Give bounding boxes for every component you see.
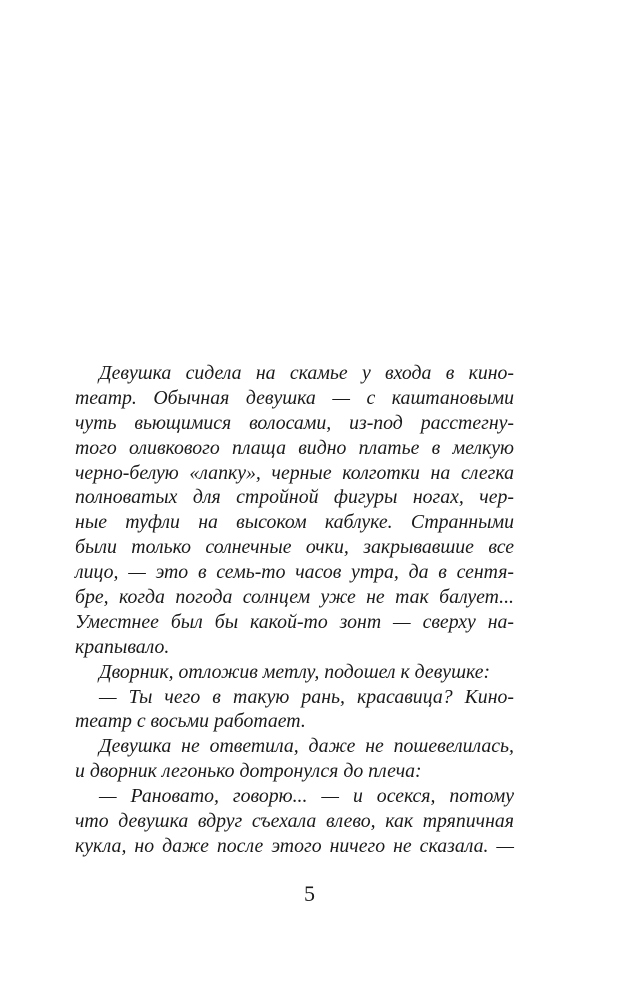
text-line: ные туфли на высоком каблуке. Странными: [75, 511, 514, 534]
text-line: кукла, но даже после этого ничего не сказала. —: [75, 834, 514, 857]
text-line: черно-белую «лапку», черные колготки на слегка: [75, 461, 514, 484]
text-line: — Рановато, говорю... — и осекся, потому: [99, 785, 514, 808]
text-line: — Ты чего в такую рань, красавица? Кино-: [99, 685, 514, 708]
text-line: театр с восьми работает.: [75, 710, 306, 733]
text-line: Девушка сидела на скамье у входа в кино-: [99, 362, 514, 384]
body-text: [75, 361, 514, 859]
text-line: крапывало.: [75, 635, 170, 658]
text-line: полноватых для стройной фигуры ногах, чер-: [75, 486, 514, 509]
text-line: и дворник легонько дотронулся до плеча:: [75, 760, 422, 783]
text-line: Девушка не ответила, даже не пошевелилась,: [99, 735, 514, 758]
text-line: чуть вьющимися волосами, из-под расстегну-: [75, 411, 514, 434]
text-line: того оливкового плаща видно платье в мелкую: [75, 436, 514, 459]
text-line: лицо, — это в семь-то часов утра, да в сентя-: [75, 561, 514, 584]
text-line: театр. Обычная девушка — с каштановыми: [75, 386, 514, 409]
text-line: Уместнее был бы какой-то зонт — сверху на-: [75, 610, 514, 633]
text-line: Дворник, отложив метлу, подошел к девушке:: [99, 660, 491, 683]
text-line: что девушка вдруг съехала влево, как тряпичная: [75, 810, 514, 833]
text-line: были только солнечные очки, закрывавшие все: [75, 536, 514, 559]
text-line: бре, когда погода солнцем уже не так балует...: [75, 586, 514, 609]
page-number: 5: [304, 881, 315, 906]
